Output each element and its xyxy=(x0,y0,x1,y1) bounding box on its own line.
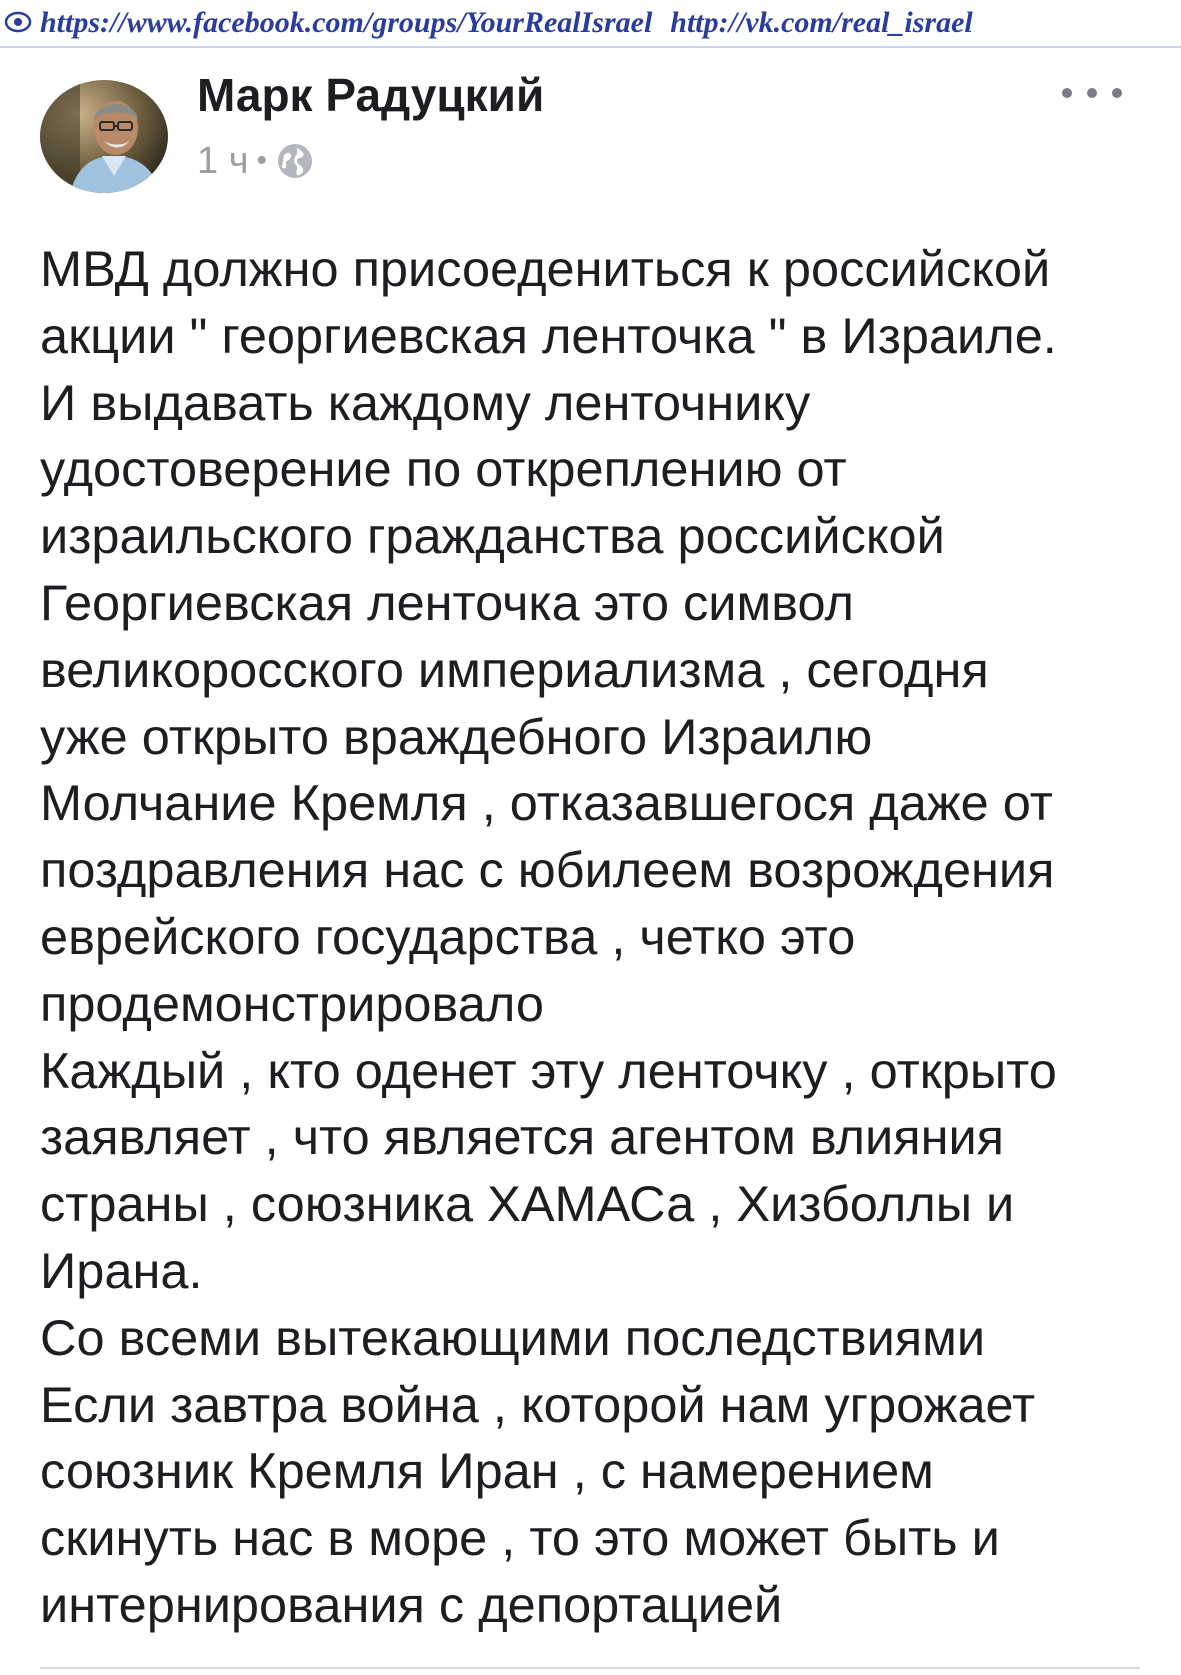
more-horizontal-icon-dot xyxy=(1112,88,1122,98)
post-text-line: МВД должно присоедениться к российской xyxy=(40,240,1051,297)
post-meta xyxy=(197,138,315,184)
watermark-link-facebook[interactable]: https://www.facebook.com/groups/YourRealIsrael xyxy=(40,6,653,39)
author-name[interactable]: Марк Радуцкий xyxy=(197,69,545,121)
avatar[interactable] xyxy=(40,80,168,193)
post-text-line: интернирования с депортацией xyxy=(40,1575,783,1633)
post-text-line: Каждый , кто оденет эту ленточку , открыто xyxy=(40,1041,1057,1099)
post-text-line: акции " георгиевская ленточка " в Израиле. xyxy=(40,306,1057,364)
post-timestamp[interactable]: 1 ч xyxy=(197,139,249,182)
watermark-bar xyxy=(0,0,1181,48)
more-horizontal-icon xyxy=(1062,88,1072,98)
watermark-link-vk[interactable]: http://vk.com/real_israel xyxy=(670,6,973,39)
more-horizontal-icon-dot xyxy=(1087,88,1097,98)
post-text-line: великоросского империализма , сегодня xyxy=(40,640,989,698)
meta-separator: • xyxy=(256,144,268,177)
post-text-line: уже открыто враждебного Израилю xyxy=(40,707,873,765)
post-text-line: Молчание Кремля , отказавшегося даже от xyxy=(40,774,1053,832)
post-text-line: еврейского государства , четко это xyxy=(40,907,856,965)
post-text xyxy=(40,236,1160,1639)
post-text-line: Если завтра война , которой нам угрожает xyxy=(40,1375,1036,1433)
post-text-line: израильского гражданства российской xyxy=(40,507,945,565)
avatar-photo xyxy=(40,80,168,193)
post-text-line: И выдавать каждому ленточнику xyxy=(40,373,811,431)
more-options-button[interactable] xyxy=(1062,78,1122,108)
post-text-line: скинуть нас в море , то это может быть и xyxy=(40,1509,1000,1567)
watermark-links xyxy=(40,6,973,40)
post-text-line: Ирана. xyxy=(40,1241,203,1299)
globe-icon[interactable] xyxy=(275,141,315,181)
post-text-line: продемонстрировало xyxy=(40,974,544,1032)
eye-logo-icon xyxy=(4,10,32,34)
post-text-line: Георгиевская ленточка это символ xyxy=(40,573,854,631)
post-text-line: поздравления нас с юбилеем возрождения xyxy=(40,841,1055,899)
post-text-line: союзник Кремля Иран , с намерением xyxy=(40,1442,934,1500)
post-divider xyxy=(40,1667,1140,1669)
post-text-line: заявляет , что является агентом влияния xyxy=(40,1108,1005,1166)
post-text-line: удостоверение по откреплению от xyxy=(40,440,847,498)
post-text-line: Со всеми вытекающими последствиями xyxy=(40,1308,986,1366)
post-text-line: страны , союзника ХАМАСа , Хизболлы и xyxy=(40,1175,1015,1233)
